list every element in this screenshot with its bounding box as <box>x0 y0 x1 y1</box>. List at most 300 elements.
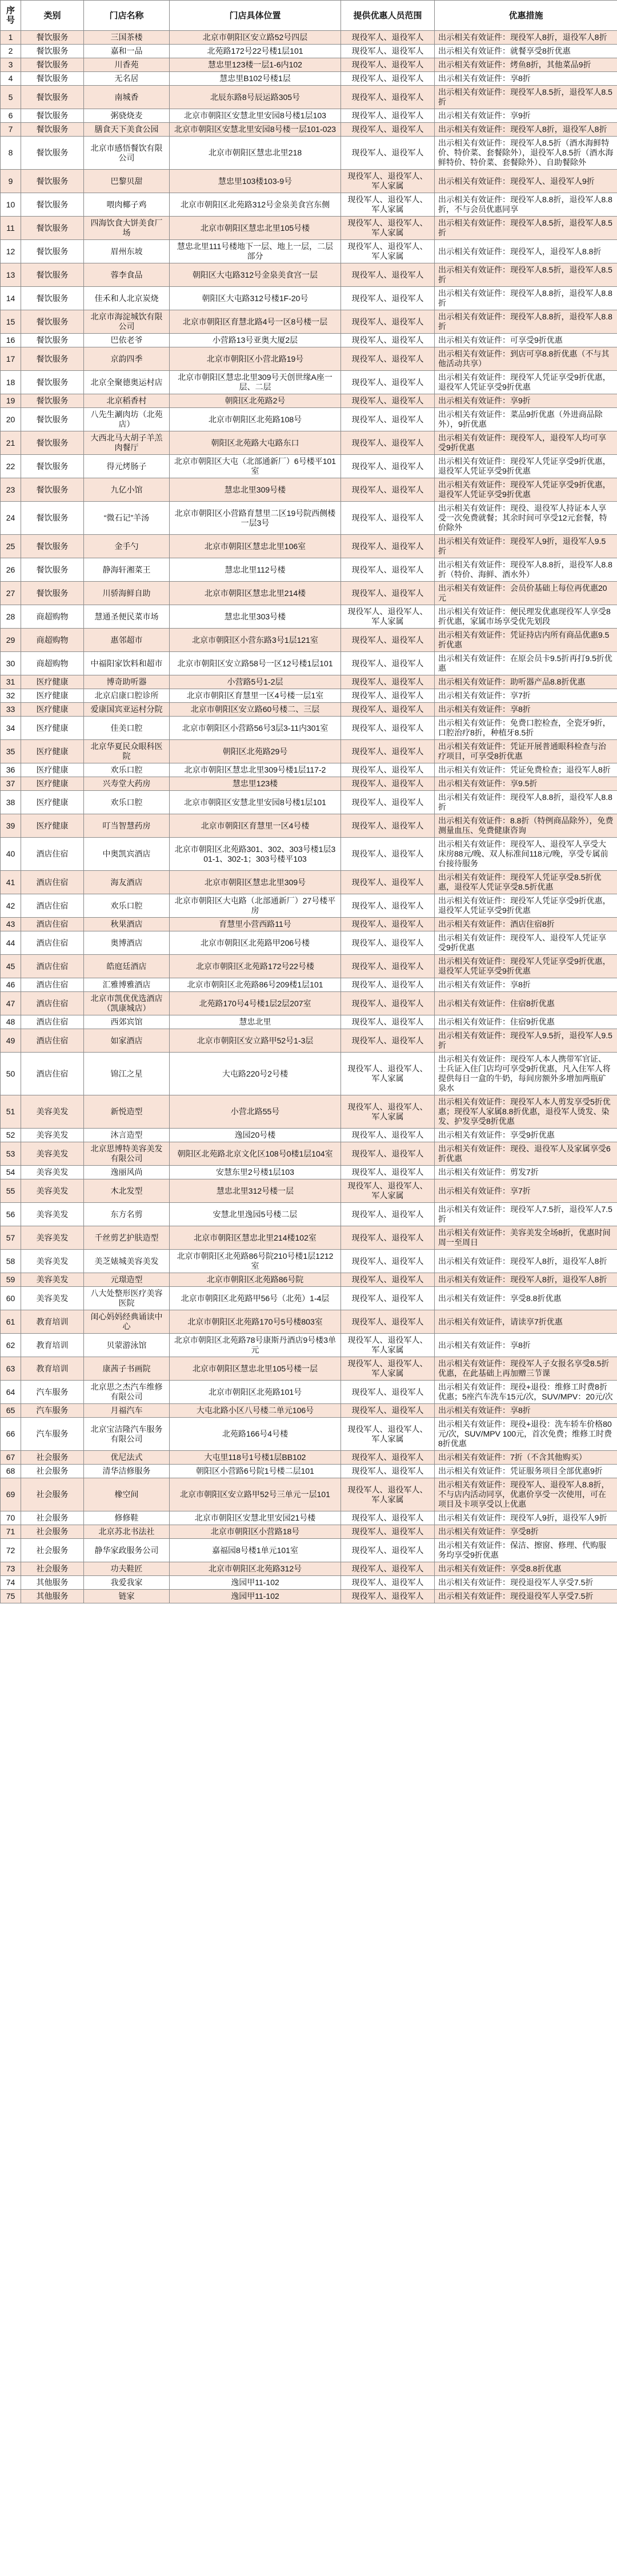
discount-measure: 出示相关有效证件：现役军人8.8折，退役军人8.8折 <box>435 310 617 334</box>
category: 餐饮服务 <box>21 558 84 582</box>
store-name: 贝蒙游泳馆 <box>84 1334 170 1357</box>
store-name: 兴寿堂大药房 <box>84 777 170 791</box>
eligible-people: 现役军人、退役军人 <box>341 310 435 334</box>
row-index: 23 <box>1 478 21 502</box>
store-name: 东方名剪 <box>84 1203 170 1226</box>
discount-measure: 出示相关有效证件：享8折 <box>435 1334 617 1357</box>
store-location: 北京市朝阳区小营路育慧里二区19号院西侧楼一层3号 <box>170 502 341 535</box>
eligible-people: 现役军人、退役军人、军人家属 <box>341 217 435 240</box>
category: 酒店住宿 <box>21 1029 84 1053</box>
table-row <box>1 478 617 502</box>
table-row <box>1 72 617 86</box>
store-location: 慧忠北里111号楼地下一层、地上一层，二层部分 <box>170 240 341 263</box>
eligible-people: 现役军人、退役军人 <box>341 717 435 740</box>
row-index: 43 <box>1 918 21 931</box>
eligible-people: 现役军人、退役军人 <box>341 1142 435 1166</box>
table-body <box>1 31 617 1603</box>
store-name: 巴依老爷 <box>84 334 170 347</box>
discount-measure: 出示相关有效证件：现役军人凭证享受8.5折优惠，退役军人凭证享受8.5折优惠 <box>435 871 617 894</box>
row-index: 54 <box>1 1166 21 1179</box>
category: 医疗健康 <box>21 814 84 838</box>
table-row <box>1 535 617 558</box>
store-name: 北京思之杰汽车维修有限公司 <box>84 1381 170 1404</box>
discount-measure: 出示相关有效证件：现役军人7.5折，退役军人7.5折 <box>435 1203 617 1226</box>
discount-measure: 出示相关有效证件：享受8.8折优惠 <box>435 1562 617 1576</box>
eligible-people: 现役军人、退役军人 <box>341 582 435 605</box>
category: 医疗健康 <box>21 689 84 703</box>
store-location: 朝阳区小营路6号院1号楼二层101 <box>170 1465 341 1478</box>
eligible-people: 现役军人、退役军人 <box>341 1129 435 1142</box>
eligible-people: 现役军人、退役军人 <box>341 263 435 287</box>
table-row <box>1 1334 617 1357</box>
row-index: 15 <box>1 310 21 334</box>
store-name: 北京宝洁隆汽车服务有限公司 <box>84 1418 170 1451</box>
category: 美容美发 <box>21 1129 84 1142</box>
category: 餐饮服务 <box>21 45 84 58</box>
store-name: 八大处整形医疗美容医院 <box>84 1287 170 1310</box>
category: 医疗健康 <box>21 703 84 717</box>
row-index: 16 <box>1 334 21 347</box>
row-index: 28 <box>1 605 21 629</box>
store-location: 北京市朝阳区北苑路86号院210号楼1层1212室 <box>170 1250 341 1273</box>
header-store-name: 门店名称 <box>84 1 170 31</box>
table-row <box>1 455 617 478</box>
table-row <box>1 629 617 652</box>
store-location: 慧忠里103楼103-9号 <box>170 170 341 193</box>
table-row <box>1 1179 617 1203</box>
row-index: 69 <box>1 1478 21 1511</box>
table-row <box>1 582 617 605</box>
store-name: 元璟造型 <box>84 1273 170 1287</box>
table-row <box>1 1381 617 1404</box>
eligible-people: 现役军人、退役军人 <box>341 1015 435 1029</box>
store-location: 慧忠里123楼 <box>170 777 341 791</box>
table-row <box>1 605 617 629</box>
row-index: 72 <box>1 1539 21 1562</box>
store-location: 北京市朝阳区慧忠北里218 <box>170 137 341 170</box>
store-location: 北苑路172号22号楼1层101 <box>170 45 341 58</box>
discount-measure: 出示相关有效证件：现役军人9折，退役军人9.5折 <box>435 535 617 558</box>
store-name: 蓉李食品 <box>84 263 170 287</box>
category: 餐饮服务 <box>21 31 84 45</box>
store-location: 北京市朝阳区北苑路86号院 <box>170 1273 341 1287</box>
category: 餐饮服务 <box>21 582 84 605</box>
store-name: 中福阳家饮料和超市 <box>84 652 170 675</box>
eligible-people: 现役军人、退役军人 <box>341 72 435 86</box>
category: 汽车服务 <box>21 1418 84 1451</box>
discount-measure: 出示相关有效证件：现役军人、退役军人享受大床房88元/晚、双人标准间118元/晚，享受专属前台接待服务 <box>435 838 617 871</box>
eligible-people: 现役军人、退役军人 <box>341 629 435 652</box>
category: 社会服务 <box>21 1511 84 1525</box>
category: 餐饮服务 <box>21 193 84 217</box>
eligible-people: 现役军人、退役军人 <box>341 1226 435 1250</box>
category: 餐饮服务 <box>21 72 84 86</box>
category: 美容美发 <box>21 1203 84 1226</box>
store-name: 川香苑 <box>84 58 170 72</box>
row-index: 55 <box>1 1179 21 1203</box>
category: 美容美发 <box>21 1095 84 1129</box>
table-row <box>1 1095 617 1129</box>
category: 餐饮服务 <box>21 535 84 558</box>
eligible-people: 现役军人、退役军人 <box>341 86 435 109</box>
category: 商超购物 <box>21 652 84 675</box>
discount-measure: 出示相关有效证件：在原会员卡9.5折再打9.5折优惠 <box>435 652 617 675</box>
eligible-people: 现役军人、退役军人 <box>341 137 435 170</box>
eligible-people: 现役军人、退役军人 <box>341 763 435 777</box>
row-index: 19 <box>1 394 21 408</box>
table-row <box>1 334 617 347</box>
eligible-people: 现役军人、退役军人 <box>341 502 435 535</box>
store-name: 金手勺 <box>84 535 170 558</box>
store-name: 北京启康口腔诊所 <box>84 689 170 703</box>
eligible-people: 现役军人、退役军人 <box>341 1404 435 1418</box>
eligible-people: 现役军人、退役军人 <box>341 109 435 123</box>
discount-measure: 出示相关有效证件：现役军人8折，退役军人8折 <box>435 1250 617 1273</box>
eligible-people: 现役军人、退役军人 <box>341 123 435 137</box>
discount-measure: 出示相关有效证件：现役军人子女报名享受8.5折优惠，在此基础上再加赠三节课 <box>435 1357 617 1381</box>
row-index: 40 <box>1 838 21 871</box>
store-name: 博奇助听器 <box>84 675 170 689</box>
discount-measure: 出示相关有效证件：现役军人9折，退役军人9折 <box>435 1511 617 1525</box>
eligible-people: 现役军人、退役军人 <box>341 931 435 955</box>
category: 社会服务 <box>21 1525 84 1539</box>
row-index: 13 <box>1 263 21 287</box>
store-name: 四海饮食大饼美食厂场 <box>84 217 170 240</box>
row-index: 29 <box>1 629 21 652</box>
eligible-people: 现役军人、退役军人 <box>341 535 435 558</box>
row-index: 56 <box>1 1203 21 1226</box>
category: 商超购物 <box>21 605 84 629</box>
store-location: 北京市朝阳区北苑路甲56号（北苑）1-4层 <box>170 1287 341 1310</box>
discount-measure: 出示相关有效证件：可享受9折优惠 <box>435 334 617 347</box>
category: 社会服务 <box>21 1451 84 1465</box>
header-store-location: 门店具体位置 <box>170 1 341 31</box>
discount-measure: 出示相关有效证件：享8折 <box>435 703 617 717</box>
table-row <box>1 217 617 240</box>
store-location: 北京市朝阳区安立路甲52号1-3层 <box>170 1029 341 1053</box>
row-index: 7 <box>1 123 21 137</box>
store-location: 北京市朝阳区北苑路108号 <box>170 408 341 431</box>
table-row <box>1 310 617 334</box>
discount-measure: 出示相关有效证件：菜品9折优惠（外进商品除外），9折优惠 <box>435 408 617 431</box>
discount-measure: 出示相关有效证件：凭证免费检查；退役军人8折 <box>435 763 617 777</box>
row-index: 26 <box>1 558 21 582</box>
category: 教育培训 <box>21 1334 84 1357</box>
store-location: 北京市朝阳区慧忠北里309号楼1层117-2 <box>170 763 341 777</box>
discount-measure: 出示相关有效证件：现役军人8折，退役军人8折 <box>435 31 617 45</box>
category: 汽车服务 <box>21 1404 84 1418</box>
store-name: 无名居 <box>84 72 170 86</box>
table-row <box>1 1287 617 1310</box>
row-index: 45 <box>1 955 21 978</box>
category: 酒店住宿 <box>21 1053 84 1095</box>
row-index: 74 <box>1 1576 21 1590</box>
table-row <box>1 1576 617 1590</box>
header-category: 类别 <box>21 1 84 31</box>
table-row <box>1 763 617 777</box>
category: 美容美发 <box>21 1226 84 1250</box>
store-name: 粥骁烧麦 <box>84 109 170 123</box>
table-row <box>1 740 617 763</box>
store-location: 北京市朝阳区安立路58号一区12号楼1层101 <box>170 652 341 675</box>
eligible-people: 现役军人、退役军人、军人家属 <box>341 240 435 263</box>
store-location: 北京市朝阳区慧忠北里309号天创世缘A座一层、二层 <box>170 371 341 394</box>
store-location: 安慧北里逸园5号楼二层 <box>170 1203 341 1226</box>
table-row <box>1 31 617 45</box>
store-name: 北京市凯优优选酒店（凯康城店） <box>84 992 170 1015</box>
discount-measure: 出示相关有效证件：现役军人本人剪发享受5折优惠；现役军人家属8.8折优惠，退役军人烫发、染发、护发享受8折优惠 <box>435 1095 617 1129</box>
store-name: 三国茶楼 <box>84 31 170 45</box>
category: 医疗健康 <box>21 740 84 763</box>
table-row <box>1 955 617 978</box>
eligible-people: 现役军人、退役军人、军人家属 <box>341 1418 435 1451</box>
store-name: 南城香 <box>84 86 170 109</box>
table-row <box>1 371 617 394</box>
store-location: 北京市朝阳区慧忠北里105号楼一层 <box>170 1357 341 1381</box>
store-name: 膳食天下美食公园 <box>84 123 170 137</box>
table-row <box>1 1250 617 1273</box>
discount-measure: 出示相关有效证件：现役军人8.8折，退役军人8.8折，不与会员优惠同享 <box>435 193 617 217</box>
store-location: 北京市朝阳区安慧北里安园8号楼1层101 <box>170 791 341 814</box>
category: 餐饮服务 <box>21 170 84 193</box>
table-row <box>1 58 617 72</box>
table-row <box>1 240 617 263</box>
eligible-people: 现役军人、退役军人 <box>341 1539 435 1562</box>
store-location: 朝阳区大屯路312号金泉美食宫一层 <box>170 263 341 287</box>
category: 酒店住宿 <box>21 894 84 918</box>
row-index: 66 <box>1 1418 21 1451</box>
store-location: 北京市朝阳区慧忠北里105号楼 <box>170 217 341 240</box>
discount-measure: 出示相关有效证件：现役+退役：洗车轿车价格80元/次，SUV/MPV 100元，首次免费；维修工时费8折优惠 <box>435 1418 617 1451</box>
store-location: 大屯路220号2号楼 <box>170 1053 341 1095</box>
discount-measure: 出示相关有效证件：现役军人凭证享受9折优惠，退役军人凭证享受9折优惠 <box>435 371 617 394</box>
discount-measure: 出示相关有效证件：现役军人、退役军人凭证享受9折优惠 <box>435 931 617 955</box>
table-row <box>1 1053 617 1095</box>
eligible-people: 现役军人、退役军人 <box>341 347 435 371</box>
row-index: 51 <box>1 1095 21 1129</box>
store-location: 北京市朝阳区育慧北路4号一区8号楼一层 <box>170 310 341 334</box>
store-location: 北苑路166号4号楼 <box>170 1418 341 1451</box>
row-index: 52 <box>1 1129 21 1142</box>
table-row <box>1 137 617 170</box>
row-index: 70 <box>1 1511 21 1525</box>
eligible-people: 现役军人、退役军人、军人家属 <box>341 1095 435 1129</box>
discount-measure: 出示相关有效证件：剪发7折 <box>435 1166 617 1179</box>
row-index: 18 <box>1 371 21 394</box>
discount-measure: 出示相关有效证件：现役军人凭证享受9折优惠，退役军人凭证享受9折优惠 <box>435 894 617 918</box>
row-index: 1 <box>1 31 21 45</box>
table-row <box>1 1418 617 1451</box>
table-row <box>1 931 617 955</box>
table-row <box>1 1015 617 1029</box>
discount-measure: 出示相关有效证件：助听器产品8.8折优惠 <box>435 675 617 689</box>
category: 餐饮服务 <box>21 263 84 287</box>
store-name: 逸丽风尚 <box>84 1166 170 1179</box>
store-name: 川骄海鲜自助 <box>84 582 170 605</box>
store-location: 小营路13号亚奥大厦2层 <box>170 334 341 347</box>
store-name: 佳禾和人北京炭烧 <box>84 287 170 310</box>
store-location: 慧忠北里312号楼一层 <box>170 1179 341 1203</box>
store-name: 北京稻香村 <box>84 394 170 408</box>
discount-measure: 出示相关有效证件：现役军人8.5折，退役军人8.5折 <box>435 217 617 240</box>
store-location: 嘉福园8号楼1单元101室 <box>170 1539 341 1562</box>
store-name: 海友酒店 <box>84 871 170 894</box>
row-index: 73 <box>1 1562 21 1576</box>
category: 美容美发 <box>21 1166 84 1179</box>
header-eligible-people: 提供优惠人员范围 <box>341 1 435 31</box>
table-row <box>1 1029 617 1053</box>
eligible-people: 现役军人、退役军人 <box>341 287 435 310</box>
eligible-people: 现役军人、退役军人 <box>341 1465 435 1478</box>
store-name: 如家酒店 <box>84 1029 170 1053</box>
store-name: 秋果酒店 <box>84 918 170 931</box>
row-index: 75 <box>1 1590 21 1603</box>
table-row <box>1 777 617 791</box>
store-location: 小营北路55号 <box>170 1095 341 1129</box>
header-index: 序号 <box>1 1 21 31</box>
table-row <box>1 287 617 310</box>
store-name: 九亿小馆 <box>84 478 170 502</box>
store-location: 北京市朝阳区安立路60号楼二、三层 <box>170 703 341 717</box>
category: 餐饮服务 <box>21 58 84 72</box>
discount-measure: 出示相关有效证件：享8折 <box>435 1404 617 1418</box>
discount-measure: 出示相关有效证件：现役军人8.8折，退役军人8.8折 <box>435 287 617 310</box>
row-index: 39 <box>1 814 21 838</box>
store-location: 北辰东路8号辰运路305号 <box>170 86 341 109</box>
category: 医疗健康 <box>21 717 84 740</box>
store-name: 欢乐口腔 <box>84 791 170 814</box>
store-location: 北京市朝阳区北苑路312号金泉美食宫东侧 <box>170 193 341 217</box>
eligible-people: 现役军人、退役军人、军人家属 <box>341 1179 435 1203</box>
row-index: 32 <box>1 689 21 703</box>
store-location: 北京市朝阳区北苑路86号209楼1层101 <box>170 978 341 992</box>
discount-measure: 出示相关有效证件：7折（不含其他购买） <box>435 1451 617 1465</box>
discount-measure: 出示相关有效证件：便民理发优惠现役军人享受8折优惠，家属市场享受优先划段 <box>435 605 617 629</box>
store-location: 北京市朝阳区北苑路312号 <box>170 1562 341 1576</box>
store-location: 北京市朝阳区安慧北里安园21号楼 <box>170 1511 341 1525</box>
store-name: 康茜子书画院 <box>84 1357 170 1381</box>
table-row <box>1 408 617 431</box>
store-name: “微石记”羊汤 <box>84 502 170 535</box>
category: 餐饮服务 <box>21 502 84 535</box>
store-name: 喂肉椰子鸡 <box>84 193 170 217</box>
category: 酒店住宿 <box>21 978 84 992</box>
store-location: 北京市朝阳区大屯路（北部通新厂）27号楼平房 <box>170 894 341 918</box>
category: 酒店住宿 <box>21 838 84 871</box>
table-row <box>1 652 617 675</box>
discount-measure: 出示相关有效证件：现役退役军人享受7.5折 <box>435 1590 617 1603</box>
store-location: 北京市朝阳区北苑路甲206号楼 <box>170 931 341 955</box>
store-location: 朝阳区北苑路29号 <box>170 740 341 763</box>
discount-measure: 出示相关有效证件：现役+退役：维修工时费8折优惠；5座汽车洗车15元/次，SUV/MPV：20元/次 <box>435 1381 617 1404</box>
discount-measure: 出示相关有效证件：凭证服务项目全部优惠9折 <box>435 1465 617 1478</box>
eligible-people: 现役军人、退役军人 <box>341 1590 435 1603</box>
eligible-people: 现役军人、退役军人 <box>341 894 435 918</box>
category: 美容美发 <box>21 1273 84 1287</box>
discount-measure: 出示相关有效证件：现役军人本人携带军官证、士兵证入住门店均可享受9折优惠，凡入住军人将提供每日一盒的牛奶，每间房额外多增加两瓶矿泉水 <box>435 1053 617 1095</box>
store-name: 八先生涮肉坊（北苑店） <box>84 408 170 431</box>
eligible-people: 现役军人、退役军人 <box>341 1166 435 1179</box>
table-row <box>1 1310 617 1334</box>
store-location: 朝阳区北苑路北京文化区108号0楼1层104室 <box>170 1142 341 1166</box>
eligible-people: 现役军人、退役军人 <box>341 408 435 431</box>
store-name: 静华家政服务公司 <box>84 1539 170 1562</box>
table-row <box>1 1226 617 1250</box>
discount-measure: 出示相关有效证件：现役军人9.5折，退役军人9.5折 <box>435 1029 617 1053</box>
eligible-people: 现役军人、退役军人 <box>341 478 435 502</box>
row-index: 9 <box>1 170 21 193</box>
store-location: 北京市朝阳区北苑路301、302、303号楼1层301-1、302-1；303号楼平103 <box>170 838 341 871</box>
category: 社会服务 <box>21 1478 84 1511</box>
store-location: 逸园甲11-102 <box>170 1576 341 1590</box>
discount-measure: 出示相关有效证件：享8折 <box>435 978 617 992</box>
row-index: 37 <box>1 777 21 791</box>
store-location: 北京市朝阳区北苑路78号康斯丹酒店9号楼3单元 <box>170 1334 341 1357</box>
discount-measure: 出示相关有效证件：享9折 <box>435 394 617 408</box>
row-index: 25 <box>1 535 21 558</box>
discount-measure: 出示相关有效证件，请读享7折优惠 <box>435 1310 617 1334</box>
store-name: 眉州东坡 <box>84 240 170 263</box>
table-row <box>1 1142 617 1166</box>
table-row <box>1 1539 617 1562</box>
category: 商超购物 <box>21 629 84 652</box>
eligible-people: 现役军人、退役军人 <box>341 1525 435 1539</box>
eligible-people: 现役军人、退役军人 <box>341 777 435 791</box>
store-name: 得元烤肠子 <box>84 455 170 478</box>
category: 餐饮服务 <box>21 334 84 347</box>
row-index: 5 <box>1 86 21 109</box>
row-index: 50 <box>1 1053 21 1095</box>
discount-measure: 出示相关有效证件：现役军人8.8折，退役军人8.8折 <box>435 791 617 814</box>
discount-measure: 出示相关有效证件：现役军人、退役军人9折 <box>435 170 617 193</box>
store-name: 大西北马大胡子羊羔肉餐厅 <box>84 431 170 455</box>
store-location: 慧忠北里 <box>170 1015 341 1029</box>
discount-measure: 出示相关有效证件：现役军人凭证享受9折优惠，退役军人凭证享受9折优惠 <box>435 455 617 478</box>
category: 酒店住宿 <box>21 918 84 931</box>
table-row <box>1 109 617 123</box>
store-location: 北京市朝阳区小营北路19号 <box>170 347 341 371</box>
discount-measure: 出示相关有效证件：享7折 <box>435 1179 617 1203</box>
discount-measure: 出示相关有效证件：到店可享8.8折优惠（不与其他活动共享） <box>435 347 617 371</box>
eligible-people: 现役军人、退役军人 <box>341 791 435 814</box>
store-location: 北京市朝阳区慧忠北里214楼 <box>170 582 341 605</box>
eligible-people: 现役军人、退役军人、军人家属 <box>341 1334 435 1357</box>
store-name: 奥博酒店 <box>84 931 170 955</box>
row-index: 46 <box>1 978 21 992</box>
store-name: 月福汽车 <box>84 1404 170 1418</box>
discount-measure: 出示相关有效证件：现役军人，退役军人8.8折 <box>435 240 617 263</box>
row-index: 47 <box>1 992 21 1015</box>
discount-measure: 出示相关有效证件：凭证开展普通眼科检查与治疗项目，可享受8折优惠 <box>435 740 617 763</box>
category: 教育培训 <box>21 1310 84 1334</box>
discount-measure: 出示相关有效证件：酒店住宿8折 <box>435 918 617 931</box>
store-name: 北京思博特美容美发有限公司 <box>84 1142 170 1166</box>
category: 教育培训 <box>21 1357 84 1381</box>
eligible-people: 现役军人、退役军人 <box>341 431 435 455</box>
store-location: 逸园甲11-102 <box>170 1590 341 1603</box>
row-index: 6 <box>1 109 21 123</box>
category: 美容美发 <box>21 1179 84 1203</box>
row-index: 21 <box>1 431 21 455</box>
eligible-people: 现役军人、退役军人 <box>341 675 435 689</box>
store-name: 美芝婊城美容美发 <box>84 1250 170 1273</box>
store-location: 北京市朝阳区安立路52号四层 <box>170 31 341 45</box>
table-row <box>1 1166 617 1179</box>
store-name: 我爱我家 <box>84 1576 170 1590</box>
eligible-people: 现役军人、退役军人 <box>341 652 435 675</box>
store-name: 中奥凯宾酒店 <box>84 838 170 871</box>
table-row <box>1 894 617 918</box>
